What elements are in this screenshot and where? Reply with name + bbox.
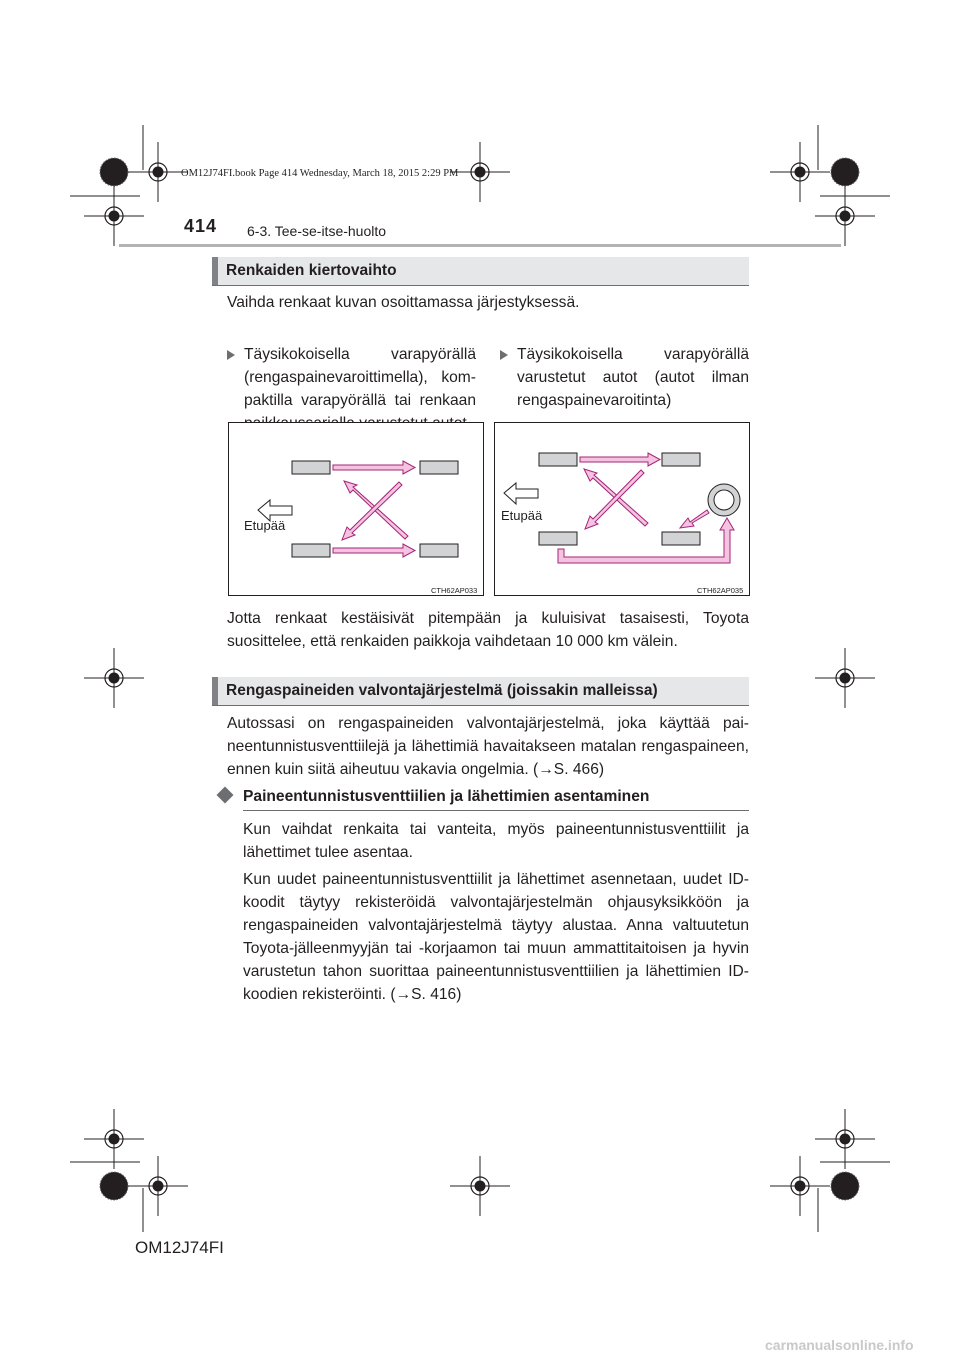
column-left-text: Täysikokoisella varapyörällä (rengaspainevaroittimella), kompaktilla varapyörällä tai renkaan xyxy=(244,346,476,409)
sub-heading: Paineentunnistusventtiilien ja lähettimien asentaminen xyxy=(243,788,650,805)
bullet-triangle xyxy=(500,350,508,360)
heading-tire-rotation xyxy=(212,257,749,285)
footer-code: OM12J74FI xyxy=(135,1238,224,1257)
tire-front-right xyxy=(662,453,700,466)
rotation-diagram-right xyxy=(494,422,750,596)
tire-front-right xyxy=(420,461,458,474)
tire-front-left xyxy=(539,453,577,466)
arrow-spare xyxy=(680,510,709,528)
section-title: 6-3. Tee-se-itse-huolto xyxy=(247,223,387,239)
spare-tire-inner xyxy=(714,490,734,510)
front-label: Etupää xyxy=(501,508,543,523)
arrow-bottom xyxy=(333,544,415,557)
sub-heading-underline xyxy=(243,810,749,811)
tire-front-left xyxy=(292,461,330,474)
tire-rear-right xyxy=(420,544,458,557)
page-number: 414 xyxy=(184,216,218,236)
tpms-body: Autossasi on rengaspaineiden valvontajärjestelmä, joka käyttää paineentunnistusventtiilejä ja lähettimiä havaitakseen matalan rengaspaineen, ennen kuin siitä aiheutuu vakavia ongelmia. (→S. 466) xyxy=(227,715,749,778)
front-direction-arrow xyxy=(504,483,538,504)
column-right-text: Täysikokoisella varapyörällä varustetut autot (autot ilman rengaspainevaroitinta) xyxy=(517,346,749,409)
heading-tpms xyxy=(212,677,749,705)
sub-paragraph-2: Kun uudet paineentunnistusventtiilit ja lähettimet asennetaan, uudet ID-koodit täytyy rekisteröidä valvontajärjestelmän ohjausyksikköön ja rengaspaineiden valvontajärjestelmä täytyy alustaa. Anna valtuutetun Toyota-jälleenmyyjän tai -korjaamon tai muun ammattitaitoisen ja hyvin varustetun tahon suorittaa paineentunnistusventtiilien ja lähettimien ID-koodien rekisteröinti. (→S. 416) xyxy=(243,871,749,1003)
intro-paragraph: Vaihda renkaat kuvan osoittamassa järjestyksessä. xyxy=(227,294,580,311)
book-info: OM12J74FI.book Page 414 Wednesday, March 18, 2015 2:29 PM xyxy=(181,168,459,179)
tire-rear-left xyxy=(292,544,330,557)
tire-rear-right xyxy=(662,532,700,545)
figure-code: CTH62AP035 xyxy=(697,586,744,595)
heading-underline xyxy=(212,705,749,706)
heading-text: Rengaspaineiden valvontajärjestelmä (joissakin malleissa) xyxy=(226,682,658,699)
sub-paragraph-1: Kun vaihdat renkaita tai vanteita, myös paineentunnistusventtiilit ja lähettimet tulee asentaa. xyxy=(243,821,749,861)
heading-underline xyxy=(212,285,749,286)
heading-marker xyxy=(212,677,218,705)
heading-marker xyxy=(212,257,218,285)
rotation-diagram-left-graphic xyxy=(229,423,485,597)
rotation-diagram-left xyxy=(228,422,484,596)
heading-text: Renkaiden kiertovaihto xyxy=(226,262,397,279)
rotation-note: Jotta renkaat kestäisivät pitempään ja kuluisivat tasaisesti, Toyota suosittelee, että renkaiden paikkoja vaihdetaan 10 000 km välein. xyxy=(227,610,749,650)
watermark: carmanualsonline.info xyxy=(765,1337,914,1353)
tire-rear-left xyxy=(539,532,577,545)
arrow-top xyxy=(580,453,660,466)
arrow-top xyxy=(333,461,415,474)
header-rule xyxy=(119,244,841,247)
bullet-triangle xyxy=(227,350,235,360)
figure-code: CTH62AP033 xyxy=(431,586,478,595)
front-label: Etupää xyxy=(244,518,286,533)
